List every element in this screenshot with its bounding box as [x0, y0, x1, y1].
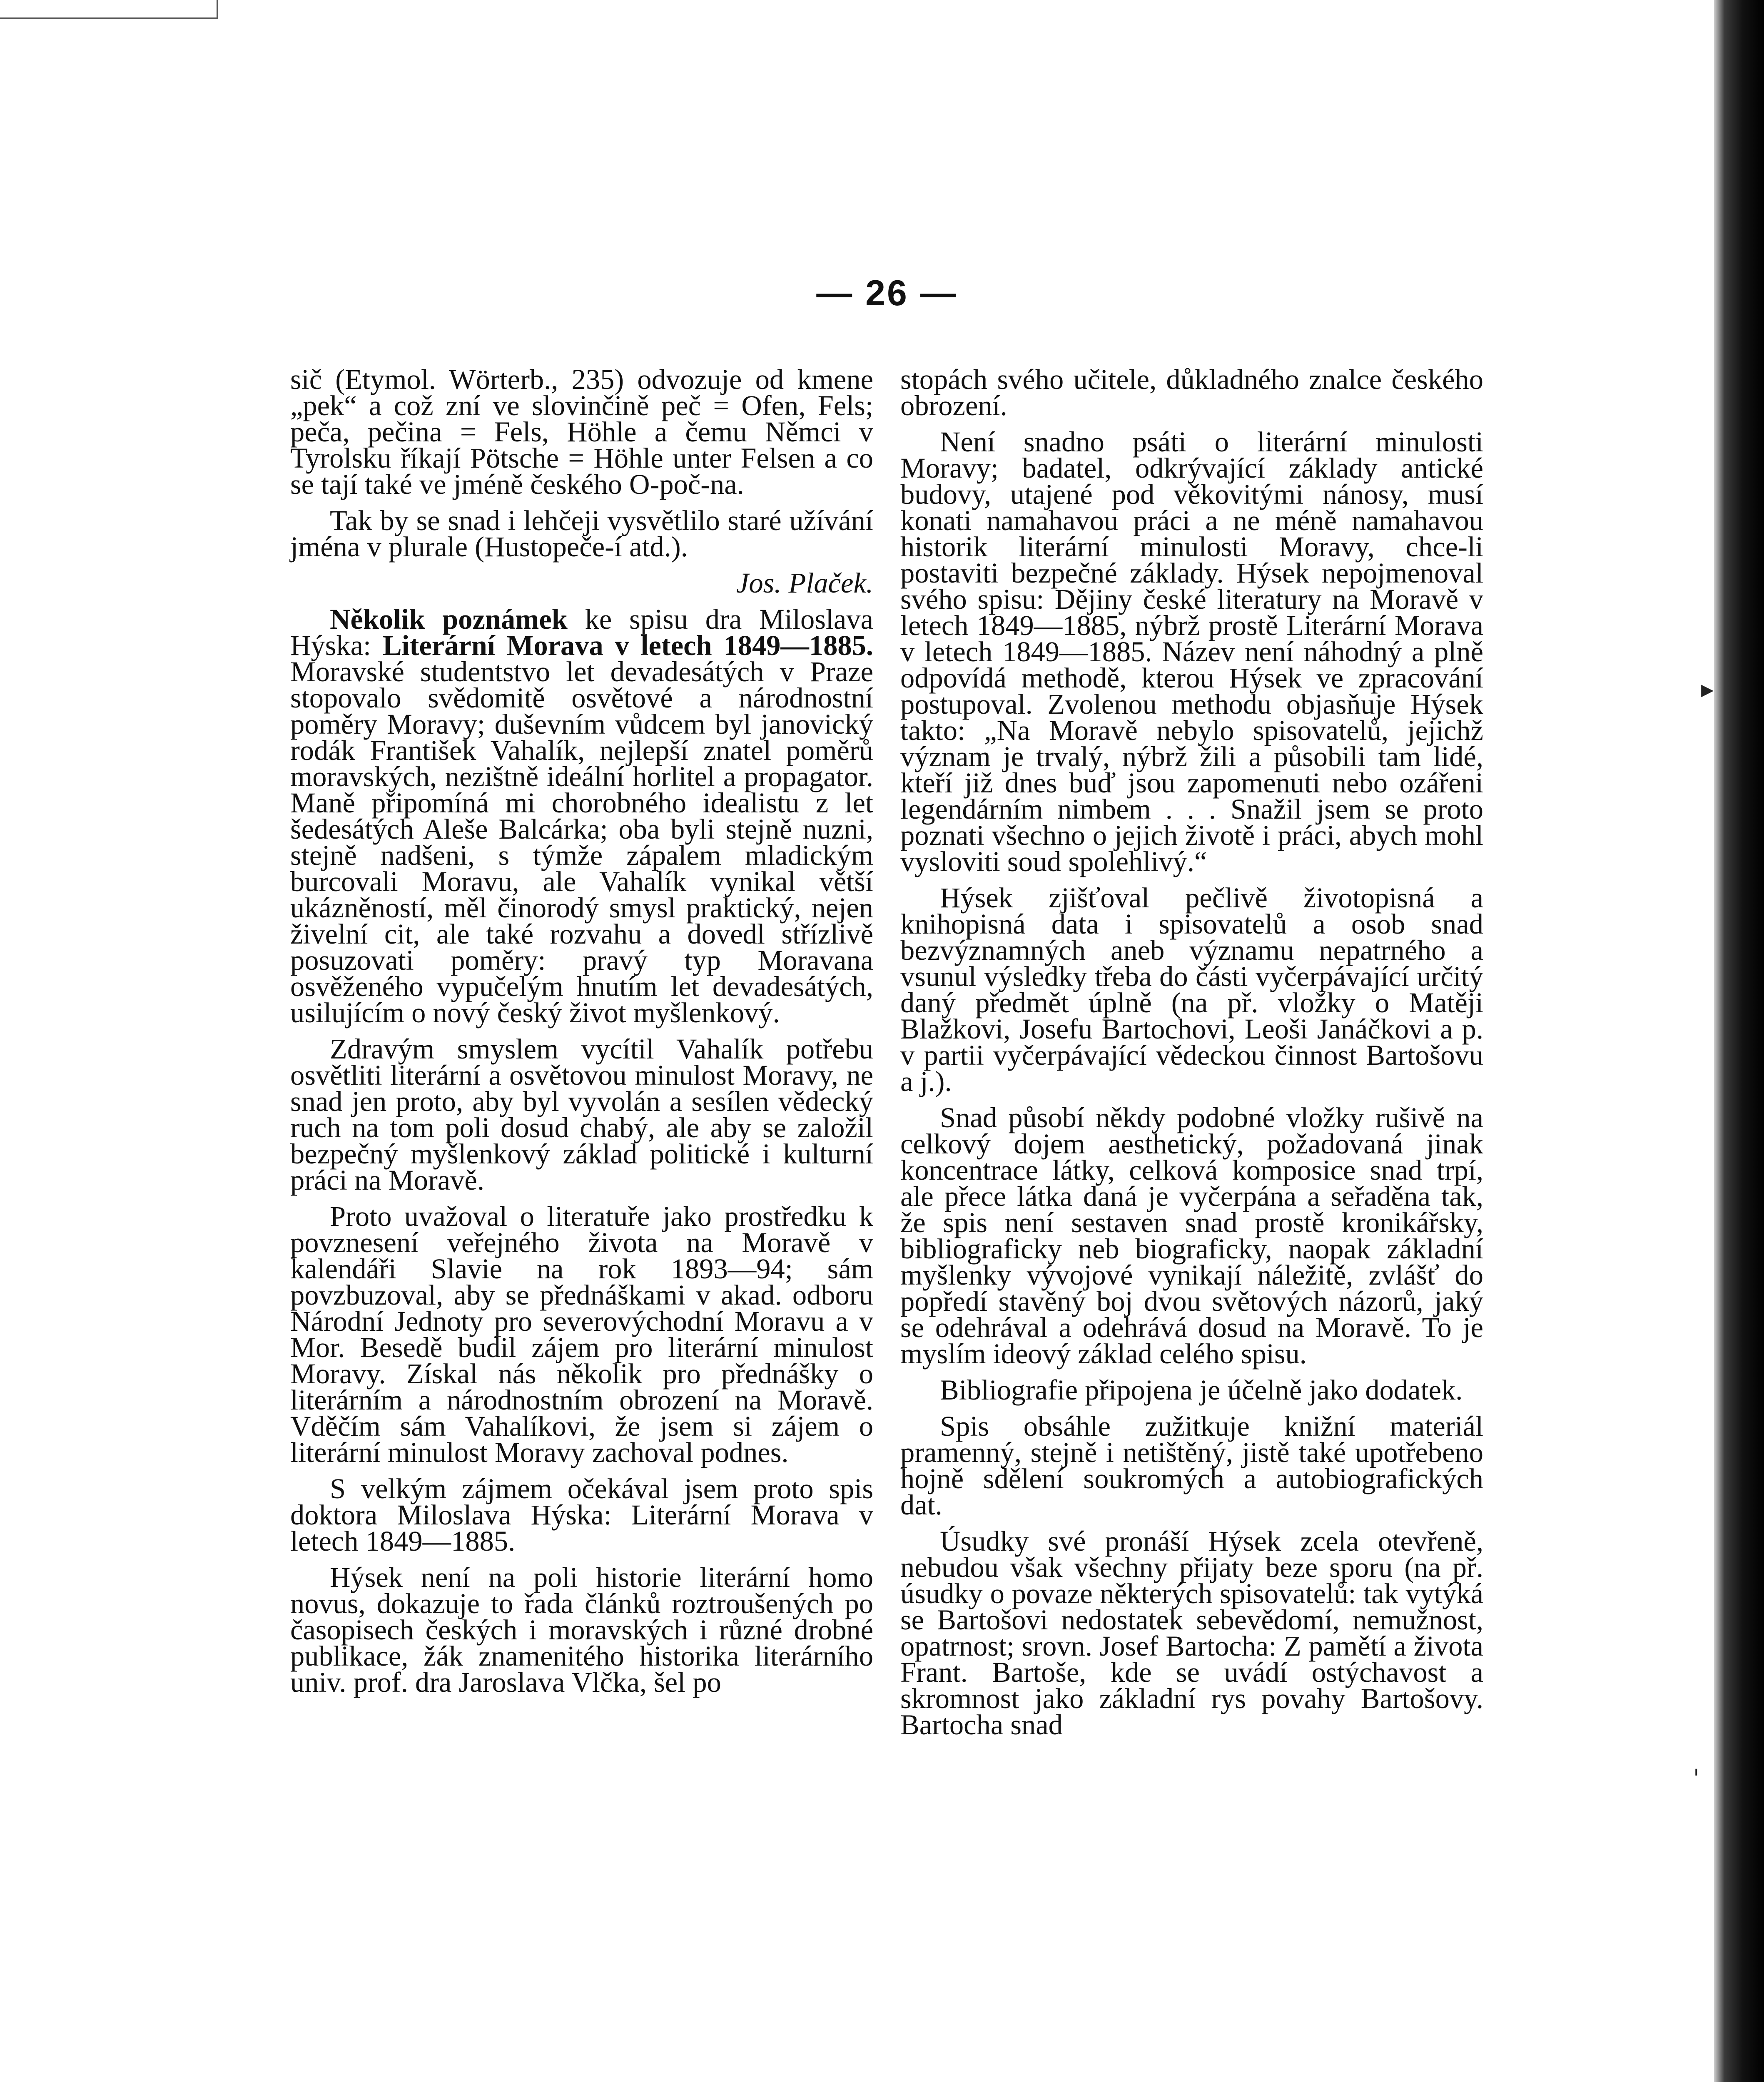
left-paragraph-7: Hýsek není na poli historie literární homo novus, dokazuje to řada článků roztroušených po časopisech českých i moravských i různé drobné publikace, žák znamenitého historika literárního univ. prof. dra Jaroslava Vlčka, šel po: [290, 1562, 873, 1698]
left-paragraph-2: [290, 505, 873, 563]
left-paragraph-3-intro: ke spisu dra Miloslava Hýska:: [290, 603, 873, 661]
left-paragraph-5: Proto uvažoval o literatuře jako prostředku k povznesení veřejného života na Moravě v kalendáři Slavie na rok 1893—94; sám povzbuzoval, aby se přednáškami v akad. odboru Národní Jednoty pro severovýchodní Moravu a v Mor. Besedě budil zájem pro literární minulost Moravy. Získal nás několik pro přednášky o literárním a národnostním obrození na Moravě. Vděčím sám Vahalíkovi, že jsem si zájem o literární minulost Moravy zachoval podnes.: [290, 1200, 873, 1468]
scan-right-edge: [1714, 0, 1764, 2082]
author-signature: Jos. Plaček.: [736, 567, 873, 599]
right-paragraph-7: Úsudky své pronáší Hýsek zcela otevřeně, nebudou však všechny přijaty beze sporu (na př. úsudky o povaze některých spisovatelů: tak vytýká se Bartošovi nedostatek sebevědomí, nemužnost, opatrnost; srovn. Josef Bartocha: Z pamětí a života Frant. Bartoše, kde se uvádí ostýchavost a skromnost jako základní rys povahy Bartošovy. Bartocha snad: [900, 1525, 1483, 1741]
right-column: [900, 364, 1483, 1741]
right-paragraph-6: Spis obsáhle zužitkuje knižní materiál pramenný, stejně i netištěný, jistě také upotřebeno hojně sdělení soukromých a autobiografických dat.: [900, 1410, 1483, 1521]
left-column: [290, 366, 873, 1696]
left-paragraph-3: [290, 603, 874, 1029]
right-paragraph-4: Snad působí někdy podobné vložky rušivě na celkový dojem aesthetický, požadovaná jinak koncentrace látky, celková komposice snad trpí, ale přece látka daná je vyčerpána a seřaděna tak, že spis není sestaven snad prostě kronikářsky, bibliograficky neb biograficky, naopak základní myšlenky vývojové vynikají náležitě, zvlášť do popředí stavěný boj dvou světových názorů, jaký se odehrával a odehrává dosud na Moravě. To je myslím ideový základ celého spisu.: [900, 1102, 1483, 1370]
right-paragraph-2: Není snadno psáti o literární minulosti Moravy; badatel, odkrývající základy antické budovy, utajené pod věkovitými nánosy, musí konati namahavou práci a ne méně namahavou historik literární minulosti Moravy, chce-li postaviti bezpečné základy. Hýsek nepojmenoval svého spisu: Dějiny české literatury na Moravě v letech 1849—1885, nýbrž prostě Literární Morava v letech 1849—1885. Název není náhodný a plně odpovídá methodě, kterou Hýsek ve zpracování postupoval. Zvolenou methodu objasňuje Hýsek takto: „Na Moravě nebylo spisovatelů, jejichž význam je trvalý, nýbrž žili a působili tam lidé, kteří již dnes buď jsou zapomenuti nebo ozářeni legendárním nimbem . . . Snažil jsem se proto poznati všechno o jejich životě i práci, abych mohl vysloviti soud spolehlivý.“: [900, 426, 1483, 877]
right-paragraph-1: stopách svého učitele, důkladného znalce českého obrození.: [900, 364, 1483, 421]
left-paragraph-2-text: Tak by se snad i lehčeji vysvětlilo staré užívání jména v plurale (Hustopeče-í atd.).: [290, 505, 873, 563]
left-paragraph-1: sič (Etymol. Wörterb., 235) odvozuje od kmene „pek“ a což zní ve slovinčině peč = Ofen, Fels; peča, pečina = Fels, Höhle a čemu Němci v Tyrolsku říkají Pötsche = Höhle unter Felsen a co se tají také ve jméně českého O-poč-na.: [290, 364, 873, 500]
left-paragraph-4: Zdravým smyslem vycítil Vahalík potřebu osvětliti literární a osvětovou minulost Moravy, ne snad jen proto, aby byl vyvolán a sesílen vědecký ruch na tom poli dosud chabý, ale aby se založil bezpečný myšlenkový základ politické i kulturní práci na Moravě.: [290, 1033, 873, 1196]
page-number: — 26 —: [816, 273, 958, 313]
left-paragraph-6: S velkým zájmem očekával jsem proto spis doktora Miloslava Hýska: Literární Morava v letech 1849—1885.: [290, 1473, 873, 1557]
margin-mark: ˌ: [1693, 1749, 1700, 1778]
scan-corner-mark: [0, 0, 218, 19]
right-paragraph-3: Hýsek zjišťoval pečlivě životopisná a knihopisná data i spisovatelů a osob snad bezvýznamných aneb významu nepatrného a vsunul výsledky třeba do části vyčerpávající určitý daný předmět úplně (na př. vložky o Matěji Blažkovi, Josefu Bartochovi, Leoši Janáčkovi a p. v partii vyčerpávající vědeckou činnost Bartošovu a j.).: [900, 882, 1483, 1097]
signature-line: [290, 567, 873, 599]
section-heading: Několik poznámek: [330, 603, 568, 635]
margin-mark: ▸: [1701, 675, 1714, 704]
right-paragraph-5: Bibliografie připojena je účelně jako dodatek.: [940, 1374, 1463, 1406]
book-title: Literární Morava v letech 1849—1885.: [382, 630, 874, 661]
left-paragraph-3-body: Moravské studentstvo let devadesátých v Praze stopovalo svědomitě osvětové a národnostní poměry Moravy; duševním vůdcem byl janovický rodák František Vahalík, nejlepší znatel poměrů moravských, nezištně ideální horlitel a propagator. Maně připomíná mi chorobného idealistu z let šedesátých Aleše Balcárka; oba byli stejně nuzni, stejně nadšeni, s týmže zápalem mladickým burcovali Moravu, ale Vahalík vynikal větší ukázněností, měl činorodý smysl praktický, nejen živelní cit, ale také rozvahu a dovedl střízlivě posuzovati poměry: pravý typ Moravana osvěženého vypučelým hnutím let devadesátých, usilujícím o nový český život myšlenkový.: [290, 656, 873, 1029]
